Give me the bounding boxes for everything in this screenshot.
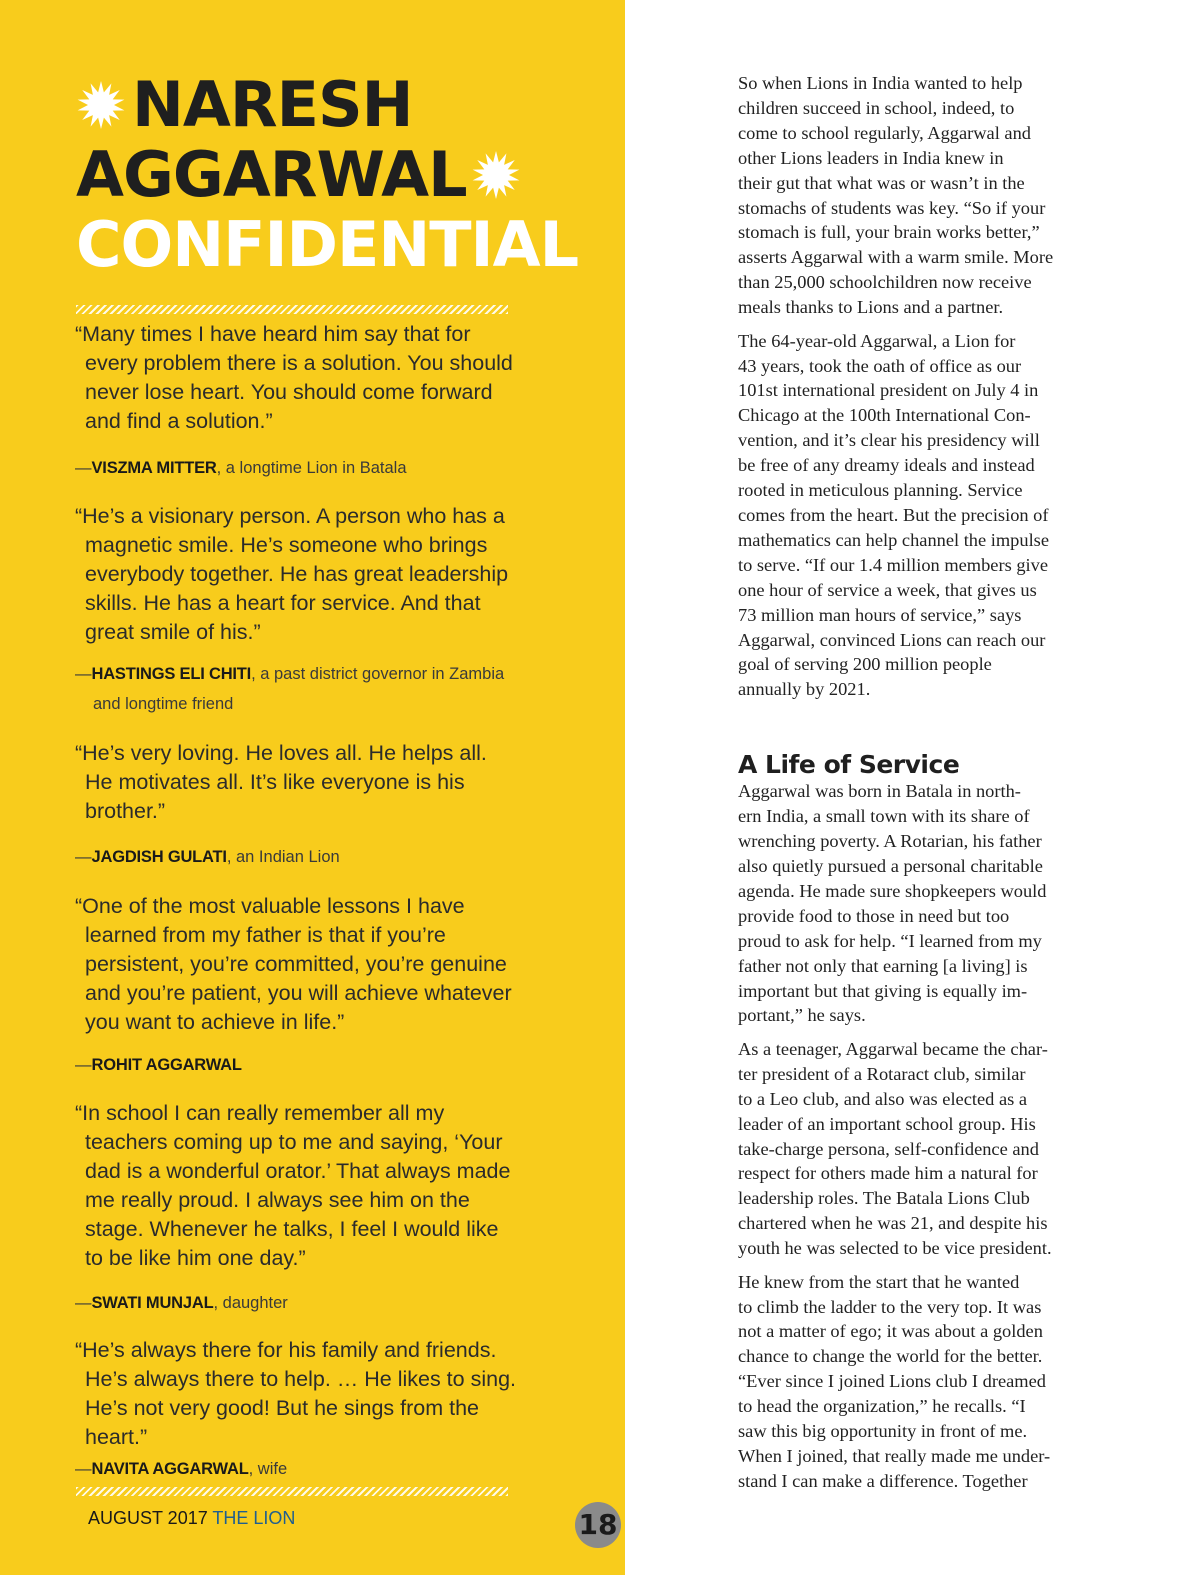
- quote-attribution: —NAVITA AGGARWAL, wife: [75, 1460, 288, 1478]
- attribution-role: , an Indian Lion: [226, 848, 340, 866]
- quote-attribution: —SWATI MUNJAL, daughter: [75, 1294, 288, 1312]
- attribution-name: NAVITA AGGARWAL: [91, 1460, 249, 1478]
- quote-attribution: —ROHIT AGGARWAL: [75, 1056, 242, 1074]
- attribution-name: SWATI MUNJAL: [91, 1294, 214, 1312]
- attribution-role: , wife: [248, 1460, 288, 1478]
- quote-text: “One of the most valuable lessons I have learned from my father is that if you’re persistent, you’re committed, you’re genuine and you’re patient, you will achieve whatever you want to achieve in life.”: [75, 894, 512, 1034]
- headline-line-2: [76, 140, 596, 210]
- article-paragraph: As a teenager, Aggarwal became the char- ter president of a Rotaract club, similar to a Leo club, and also was elected as a leader of an important school group. His take-charge persona, self-confidence and respect for others made him a natural for leadership roles. The Batala Lions Club chartered when he was 21, and despite his youth he was selected to be vice president.: [738, 1038, 1052, 1259]
- quote-text: “He’s very loving. He loves all. He helps all. He motivates all. It’s like everyone is his brother.”: [75, 741, 487, 823]
- starburst-icon: [471, 150, 521, 200]
- quote-attribution: —HASTINGS ELI CHITI, a past district governor in Zambia and longtime friend: [75, 665, 505, 713]
- attribution-role: , a past district governor in Zambia and longtime friend: [93, 665, 505, 713]
- hatched-divider-bottom: [76, 1487, 508, 1496]
- headline-text-1: NARESH: [132, 68, 413, 141]
- quote-text: “In school I can really remember all my teachers coming up to me and saying, ‘Your dad is a wonderful orator.’ That always made me really proud. I always see him on the stage. Whenever he talks, I feel I would like to be like him one day.”: [75, 1101, 511, 1270]
- starburst-icon: [76, 80, 126, 130]
- quote-text: “He’s a visionary person. A person who has a magnetic smile. He’s someone who brings everybody together. He has great leadership skills. He has a heart for service. And that great smile of his.”: [75, 504, 509, 644]
- headline: [76, 70, 596, 280]
- article-paragraph: The 64-year-old Aggarwal, a Lion for 43 years, took the oath of office as our 101st international president on July 4 in Chicago at the 100th International Con- vention, and it’s clear his presidency will be free of any dreamy ideals and instead rooted in meticulous planning. Service comes from the heart. But the precision of mathematics can help channel the impulse to serve. “If our 1.4 million members give one hour of service a week, that gives us 73 million man hours of service,” says Aggarwal, convinced Lions can reach our goal of serving 200 million people annually by 2021.: [738, 330, 1049, 700]
- attribution-name: HASTINGS ELI CHITI: [91, 665, 252, 683]
- quote-text: “He’s always there for his family and friends. He’s always there to help. … He likes to sing. He’s not very good! But he sings from the heart.”: [75, 1338, 516, 1449]
- section-heading: A Life of Service: [738, 750, 960, 780]
- headline-line-1: [76, 70, 596, 140]
- quote-attribution: —JAGDISH GULATI, an Indian Lion: [75, 848, 340, 866]
- attribution-name: JAGDISH GULATI: [91, 848, 227, 866]
- article-body: [738, 71, 1088, 1502]
- magazine-name: THE LION: [212, 1508, 296, 1528]
- page-footer: [88, 1508, 295, 1529]
- article-paragraph: He knew from the start that he wanted to climb the ladder to the very top. It was not a matter of ego; it was about a golden chance to change the world for the better. “Ever since I joined Lions club I dreamed to head the organization,” he recalls. “I saw this big opportunity in front of me. When I joined, that really made me under- stand I can make a difference. Together: [738, 1271, 1051, 1491]
- article-paragraph: Aggarwal was born in Batala in north- ern India, a small town with its share of wrenching poverty. A Rotarian, his father also quietly pursued a personal charitable agenda. He made sure shopkeepers would provide food to those in need but too proud to ask for help. “I learned from my father not only that earning [a living] is important but that giving is equally im- portant,” he says.: [738, 781, 1047, 1026]
- headline-text-2: AGGARWAL: [76, 138, 467, 211]
- attribution-role: , daughter: [213, 1294, 288, 1312]
- page-number: 18: [575, 1502, 621, 1548]
- article-paragraph: So when Lions in India wanted to help children succeed in school, indeed, to come to school regularly, Aggarwal and other Lions leaders in India knew in their gut that what was or wasn’t in the stomachs of students was key. “So if your stomach is full, your brain works better,” asserts Aggarwal with a warm smile. More than 25,000 schoolchildren now receive meals thanks to Lions and a partner.: [738, 73, 1054, 318]
- quote-list: [75, 320, 520, 1484]
- quote-attribution: —VISZMA MITTER, a longtime Lion in Batala: [75, 459, 407, 477]
- quote-text: “Many times I have heard him say that for every problem there is a solution. You should never lose heart. You should come forward and find a solution.”: [75, 322, 513, 433]
- attribution-name: ROHIT AGGARWAL: [91, 1056, 242, 1074]
- hatched-divider-top: [76, 305, 508, 314]
- issue-date: AUGUST 2017: [88, 1508, 213, 1528]
- headline-text-3: CONFIDENTIAL: [76, 208, 579, 281]
- attribution-name: VISZMA MITTER: [91, 459, 217, 477]
- attribution-role: , a longtime Lion in Batala: [216, 459, 407, 477]
- headline-line-3: [76, 210, 596, 280]
